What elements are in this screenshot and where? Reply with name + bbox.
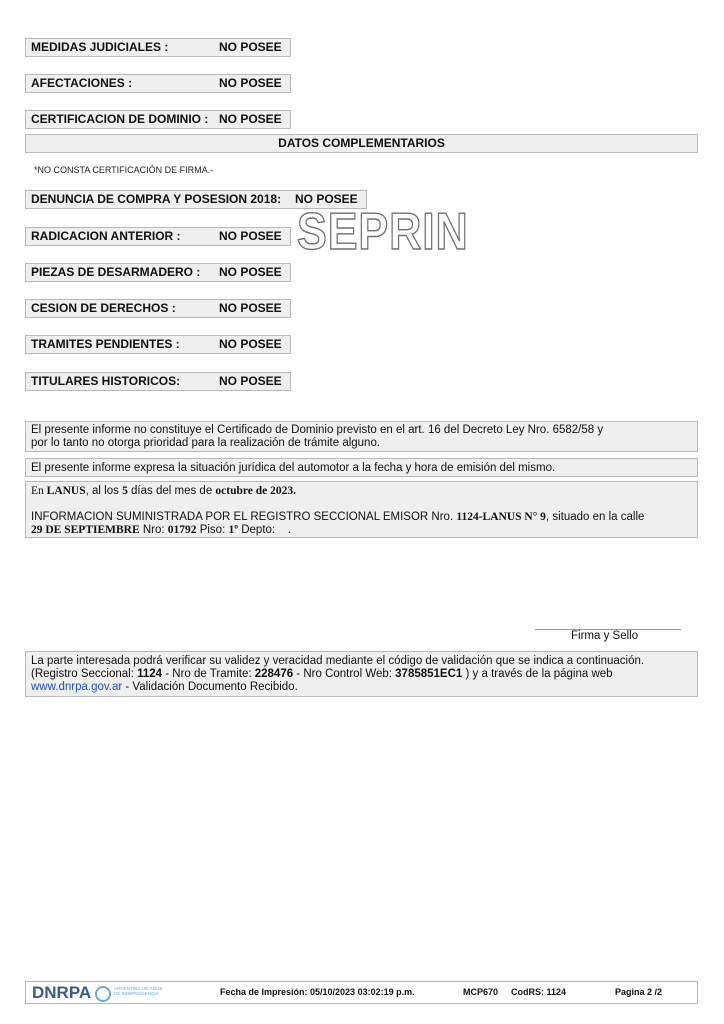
- afectaciones-field: [25, 74, 291, 93]
- text: Nro:: [139, 524, 168, 536]
- piezas-desarmadero-field: [25, 263, 291, 282]
- field-value: NO POSEE: [295, 192, 358, 206]
- text: - Nro Control Web:: [293, 668, 396, 680]
- registry-name: 1124-LANUS N° 9: [456, 511, 546, 523]
- cesion-derechos-field: [25, 299, 291, 318]
- field-value: NO POSEE: [219, 337, 282, 351]
- field-label: AFECTACIONES :: [31, 76, 133, 90]
- field-label: MEDIDAS JUDICIALES :: [31, 40, 169, 54]
- text: , al los: [85, 485, 123, 497]
- field-label: PIEZAS DE DESARMADERO :: [31, 265, 201, 279]
- field-value: NO POSEE: [219, 112, 282, 126]
- verification-codes: [31, 668, 692, 681]
- field-label: RADICACION ANTERIOR :: [31, 229, 181, 243]
- text: Depto:: [238, 524, 276, 536]
- issuance-box: [25, 481, 698, 538]
- text: - Validación Documento Recibido.: [122, 681, 298, 693]
- seprin-watermark: SEPRIN: [297, 203, 469, 261]
- verification-url-line: [31, 681, 692, 694]
- situation-box: [25, 458, 698, 477]
- situation-text: El presente informe expresa la situación jurídica del automotor a la fecha y hora de emisión del mismo.: [31, 462, 556, 474]
- field-value: NO POSEE: [219, 301, 282, 315]
- titulares-historicos-field: [25, 372, 291, 391]
- verification-line: La parte interesada podrá verificar su validez y veracidad mediante el código de validación que se indica a continuación.: [31, 655, 645, 667]
- text: , situado en la calle: [545, 511, 645, 523]
- text: Piso:: [196, 524, 229, 536]
- tramites-pendientes-field: [25, 335, 291, 354]
- field-label: TITULARES HISTORICOS:: [31, 374, 181, 388]
- control-code: 3785851EC1: [395, 668, 463, 680]
- field-value: NO POSEE: [219, 229, 282, 243]
- codrs: CodRS: 1124: [511, 987, 567, 997]
- floor: 1º: [228, 524, 239, 536]
- field-label: CERTIFICACION DE DOMINIO :: [31, 112, 209, 126]
- text: En: [31, 485, 47, 497]
- street-name: 29 DE SEPTIEMBRE: [31, 524, 140, 536]
- text: .: [275, 524, 292, 536]
- issuance-day: 5: [122, 485, 128, 497]
- field-label: CESION DE DERECHOS :: [31, 301, 176, 315]
- text: (Registro Seccional:: [31, 668, 138, 680]
- field-label: DENUNCIA DE COMPRA Y POSESION 2018:: [31, 192, 282, 206]
- field-value: NO POSEE: [219, 374, 282, 388]
- signature-label: Firma y Sello: [571, 630, 639, 642]
- text: INFORMACION SUMINISTRADA POR EL REGISTRO SECCIONAL EMISOR Nro.: [31, 511, 457, 523]
- text: días del mes de: [127, 485, 216, 497]
- dnrpa-link[interactable]: www.dnrpa.gov.ar: [31, 681, 123, 693]
- field-value: NO POSEE: [219, 265, 282, 279]
- registry-code: 1124: [137, 668, 163, 680]
- street-number: 01792: [167, 524, 197, 536]
- logo-tagline: ARGENTINA 100 AÑOS DE INDEPENDENCIA: [114, 986, 163, 996]
- field-value: NO POSEE: [219, 76, 282, 90]
- page-number: Pagina 2 /2: [615, 987, 663, 997]
- issuance-city: LANUS: [46, 485, 86, 497]
- field-label: TRAMITES PENDIENTES :: [31, 337, 180, 351]
- tramite-number: 228476: [254, 668, 294, 680]
- page-footer: [25, 981, 698, 1004]
- disclaimer-line: El presente informe no constituye el Certificado de Dominio previsto en el art. 16 del Decreto Ley Nro. 6582/58 y: [31, 424, 604, 436]
- logo-text: DNRPA: [32, 983, 92, 1002]
- datos-complementarios-header: DATOS COMPLEMENTARIOS: [25, 134, 698, 153]
- verification-box: [25, 651, 698, 697]
- logo-ring-icon: [95, 986, 111, 1002]
- text: - Nro de Tramite:: [162, 668, 255, 680]
- registry-info-line: [31, 511, 692, 524]
- disclaimer-box: [25, 421, 698, 452]
- disclaimer-line: por lo tanto no otorga prioridad para la realización de trámite alguno.: [31, 437, 381, 449]
- print-date: Fecha de Impresión: 05/10/2023 03:02:19 p.m.: [220, 987, 415, 997]
- form-code: MCP670: [463, 987, 499, 997]
- issuance-month-year: octubre de 2023.: [215, 485, 297, 497]
- firma-note: *NO CONSTA CERTIFICACIÓN DE FIRMA.-: [34, 165, 214, 175]
- certificacion-dominio-field: [25, 110, 291, 129]
- radicacion-anterior-field: [25, 227, 291, 246]
- field-value: NO POSEE: [219, 40, 282, 54]
- text: ) y a través de la página web: [462, 668, 613, 680]
- issuance-line: [31, 485, 692, 498]
- address-line: [31, 524, 692, 537]
- medidas-judiciales-field: [25, 38, 291, 57]
